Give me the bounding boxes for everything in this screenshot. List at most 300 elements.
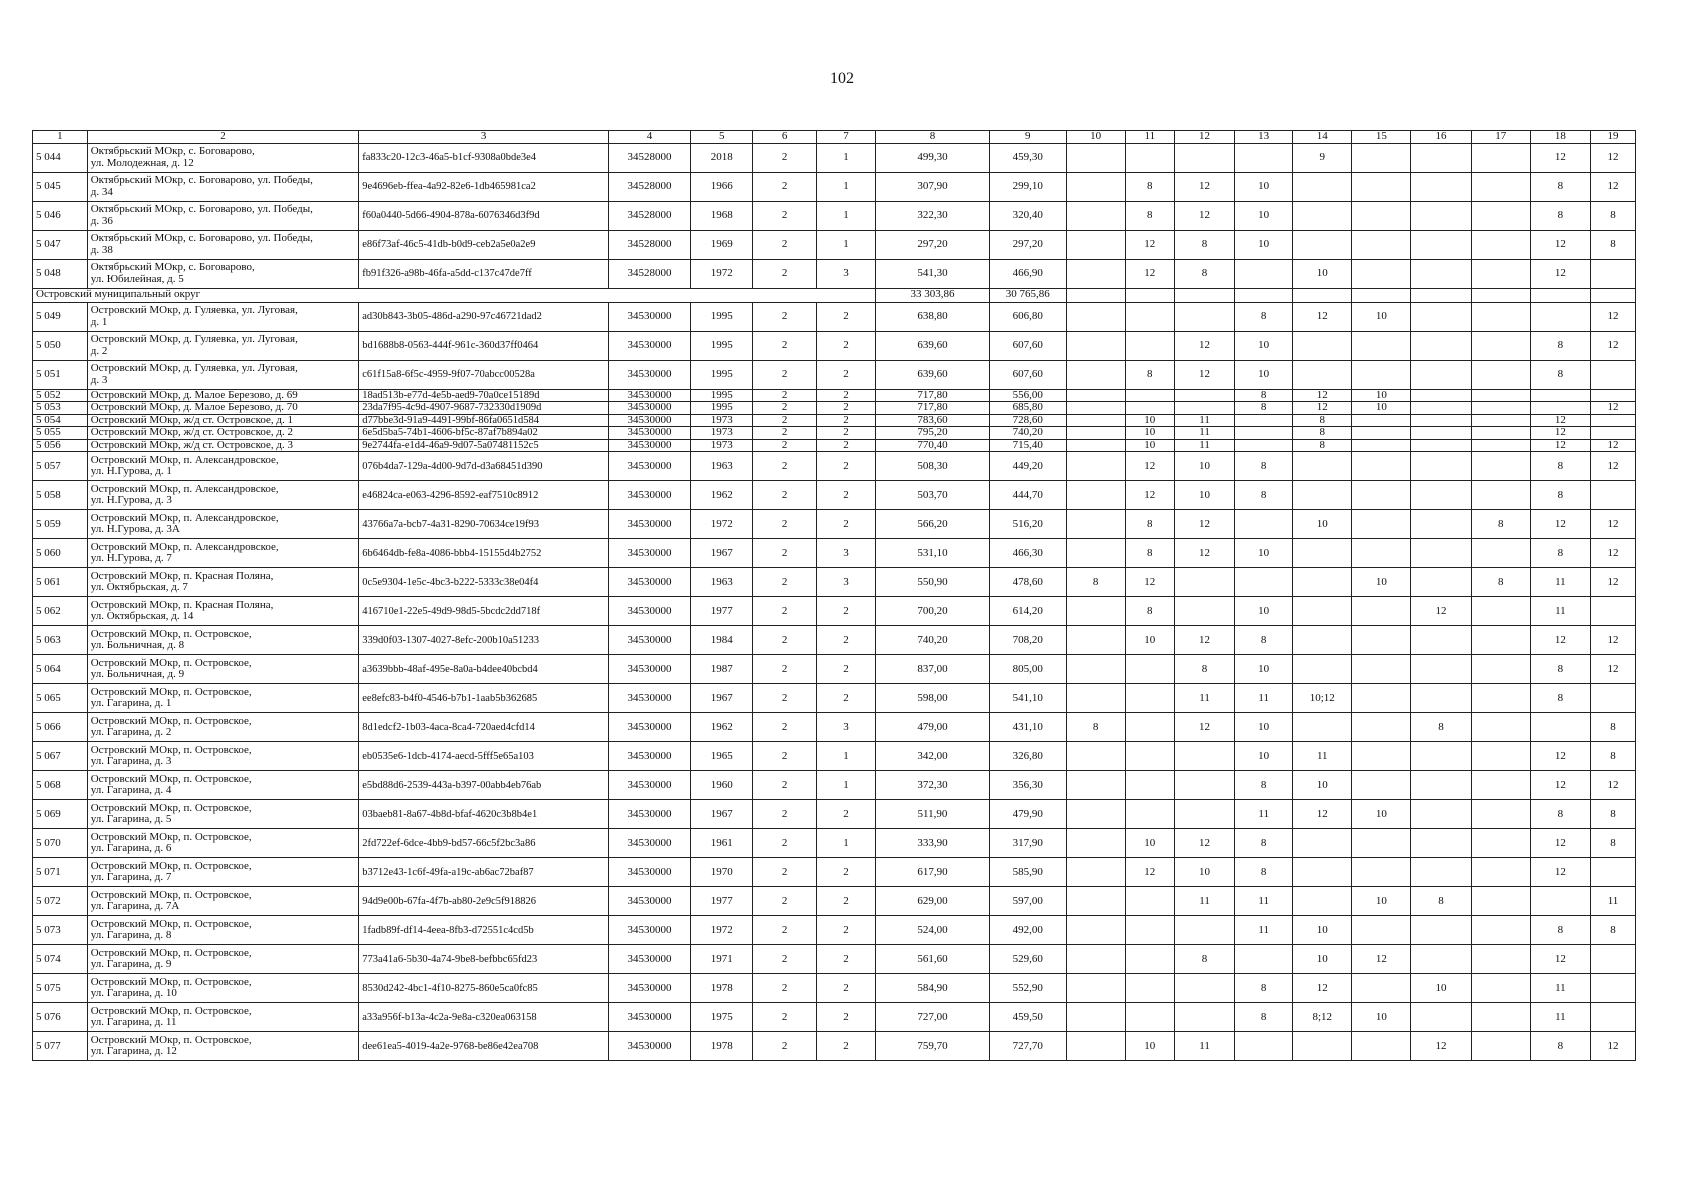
cell-c6: 2 xyxy=(753,360,817,389)
cell-c12: 8 xyxy=(1174,230,1234,259)
cell-c10 xyxy=(1066,858,1125,887)
cell-c10 xyxy=(1066,439,1125,452)
cell-c17: 8 xyxy=(1471,510,1530,539)
cell-c13 xyxy=(1235,568,1293,597)
cell-c9: 459,30 xyxy=(989,143,1066,172)
cell-c14 xyxy=(1293,626,1352,655)
cell-c9: 728,60 xyxy=(989,414,1066,427)
cell-c17 xyxy=(1471,713,1530,742)
cell-c5: 1978 xyxy=(691,974,753,1003)
cell-c5: 1977 xyxy=(691,887,753,916)
table-row xyxy=(33,771,1636,800)
cell-c15: 12 xyxy=(1352,945,1411,974)
cell-c15: 10 xyxy=(1352,800,1411,829)
cell-number: 5 062 xyxy=(33,597,88,626)
cell-c14 xyxy=(1293,829,1352,858)
cell-c8: 717,80 xyxy=(876,402,990,415)
cell-c5: 1975 xyxy=(691,1003,753,1032)
cell-address xyxy=(87,568,359,597)
cell-c11 xyxy=(1125,974,1174,1003)
column-number-17: 17 xyxy=(1471,131,1530,144)
cell-guid: 416710e1-22e5-49d9-98d5-5bcdc2dd718f xyxy=(359,597,609,626)
table-row xyxy=(33,510,1636,539)
cell-c17 xyxy=(1471,201,1530,230)
cell-c8: 770,40 xyxy=(876,439,990,452)
table-row xyxy=(33,230,1636,259)
cell-c16: 12 xyxy=(1411,1032,1471,1061)
cell-c11: 10 xyxy=(1125,439,1174,452)
table-row xyxy=(33,887,1636,916)
cell-c7: 2 xyxy=(816,510,875,539)
cell-number: 5 054 xyxy=(33,414,88,427)
cell-c19 xyxy=(1591,259,1636,288)
table-row xyxy=(33,259,1636,288)
cell-c12 xyxy=(1174,568,1234,597)
cell-c17 xyxy=(1471,389,1530,402)
cell-c19 xyxy=(1591,389,1636,402)
cell-c16 xyxy=(1411,201,1471,230)
cell-c11 xyxy=(1125,655,1174,684)
empty-cell xyxy=(1471,288,1530,302)
cell-c5: 1995 xyxy=(691,331,753,360)
cell-c14 xyxy=(1293,452,1352,481)
cell-c5: 1969 xyxy=(691,230,753,259)
cell-c18: 8 xyxy=(1530,684,1590,713)
cell-c9: 607,60 xyxy=(989,360,1066,389)
cell-c6: 2 xyxy=(753,1032,817,1061)
cell-c9: 805,00 xyxy=(989,655,1066,684)
cell-c15 xyxy=(1352,201,1411,230)
cell-number: 5 075 xyxy=(33,974,88,1003)
cell-address xyxy=(87,510,359,539)
cell-c15 xyxy=(1352,510,1411,539)
cell-c11 xyxy=(1125,684,1174,713)
cell-c5: 2018 xyxy=(691,143,753,172)
cell-c4: 34530000 xyxy=(608,402,690,415)
cell-c11: 10 xyxy=(1125,427,1174,440)
cell-number: 5 058 xyxy=(33,481,88,510)
cell-c18: 11 xyxy=(1530,1003,1590,1032)
empty-cell xyxy=(1174,288,1234,302)
cell-c15 xyxy=(1352,539,1411,568)
cell-c15 xyxy=(1352,655,1411,684)
cell-c8: 598,00 xyxy=(876,684,990,713)
cell-c13: 10 xyxy=(1235,172,1293,201)
cell-number: 5 057 xyxy=(33,452,88,481)
cell-number: 5 056 xyxy=(33,439,88,452)
cell-number: 5 074 xyxy=(33,945,88,974)
cell-c4: 34528000 xyxy=(608,172,690,201)
column-number-3: 3 xyxy=(359,131,609,144)
cell-c15: 10 xyxy=(1352,302,1411,331)
cell-guid: 773a41a6-5b30-4a74-9be8-befbbc65fd23 xyxy=(359,945,609,974)
address-line: Островский МОкр, п. Александровское, xyxy=(90,453,279,466)
address-line: ул. Гагарина, д. 12 xyxy=(90,1045,177,1058)
cell-c13: 8 xyxy=(1235,626,1293,655)
cell-c13 xyxy=(1235,1032,1293,1061)
cell-address xyxy=(87,1032,359,1061)
cell-address xyxy=(87,887,359,916)
cell-c17 xyxy=(1471,230,1530,259)
cell-c16 xyxy=(1411,655,1471,684)
cell-c9: 552,90 xyxy=(989,974,1066,1003)
cell-c7: 2 xyxy=(816,597,875,626)
cell-c14 xyxy=(1293,539,1352,568)
cell-c13 xyxy=(1235,259,1293,288)
cell-c9: 320,40 xyxy=(989,201,1066,230)
address-line: Островский МОкр, п. Островское, xyxy=(90,627,252,640)
cell-address xyxy=(87,201,359,230)
cell-c19 xyxy=(1591,414,1636,427)
cell-c8: 499,30 xyxy=(876,143,990,172)
cell-address xyxy=(87,427,359,440)
cell-address xyxy=(87,539,359,568)
cell-c7: 2 xyxy=(816,414,875,427)
cell-c4: 34530000 xyxy=(608,655,690,684)
cell-c10 xyxy=(1066,974,1125,1003)
cell-c14: 10 xyxy=(1293,916,1352,945)
cell-guid: 076b4da7-129a-4d00-9d7d-d3a68451d390 xyxy=(359,452,609,481)
cell-c14: 9 xyxy=(1293,143,1352,172)
cell-address xyxy=(87,597,359,626)
group-total-living-area: 30 765,86 xyxy=(989,288,1066,302)
cell-c6: 2 xyxy=(753,887,817,916)
cell-c12 xyxy=(1174,800,1234,829)
cell-number: 5 059 xyxy=(33,510,88,539)
cell-c15 xyxy=(1352,742,1411,771)
cell-c9: 516,20 xyxy=(989,510,1066,539)
cell-c18: 12 xyxy=(1530,626,1590,655)
cell-c8: 700,20 xyxy=(876,597,990,626)
table-row xyxy=(33,800,1636,829)
cell-c14: 8 xyxy=(1293,427,1352,440)
address-line: д. 1 xyxy=(90,315,108,328)
cell-c10: 8 xyxy=(1066,713,1125,742)
column-number-6: 6 xyxy=(753,131,817,144)
cell-guid: 94d9e00b-67fa-4f7b-ab80-2e9c5f918826 xyxy=(359,887,609,916)
cell-c6: 2 xyxy=(753,742,817,771)
table-row xyxy=(33,597,1636,626)
cell-guid: 43766a7a-bcb7-4a31-8290-70634ce19f93 xyxy=(359,510,609,539)
table-row xyxy=(33,1032,1636,1061)
cell-c5: 1995 xyxy=(691,302,753,331)
cell-c8: 511,90 xyxy=(876,800,990,829)
cell-c4: 34530000 xyxy=(608,858,690,887)
cell-c12: 10 xyxy=(1174,858,1234,887)
cell-address xyxy=(87,402,359,415)
address-line: д. 38 xyxy=(90,243,113,256)
cell-c16 xyxy=(1411,439,1471,452)
cell-address xyxy=(87,389,359,402)
cell-guid: fb91f326-a98b-46fa-a5dd-c137c47de7ff xyxy=(359,259,609,288)
cell-address xyxy=(87,360,359,389)
cell-c7: 3 xyxy=(816,713,875,742)
cell-c17 xyxy=(1471,452,1530,481)
cell-c6: 2 xyxy=(753,800,817,829)
cell-c15: 10 xyxy=(1352,389,1411,402)
cell-c6: 2 xyxy=(753,389,817,402)
address-line: Островский МОкр, п. Островское, xyxy=(90,743,252,756)
cell-c14 xyxy=(1293,858,1352,887)
cell-address xyxy=(87,452,359,481)
cell-c15 xyxy=(1352,143,1411,172)
column-number-18: 18 xyxy=(1530,131,1590,144)
cell-c8: 561,60 xyxy=(876,945,990,974)
cell-c13 xyxy=(1235,510,1293,539)
cell-c7: 3 xyxy=(816,259,875,288)
cell-c5: 1967 xyxy=(691,539,753,568)
cell-c16 xyxy=(1411,402,1471,415)
address-line: Островский МОкр, п. Островское, xyxy=(90,859,252,872)
cell-c19: 8 xyxy=(1591,713,1636,742)
address-line: Островский МОкр, п. Островское, xyxy=(90,830,252,843)
cell-c9: 529,60 xyxy=(989,945,1066,974)
cell-c15: 10 xyxy=(1352,887,1411,916)
cell-c4: 34530000 xyxy=(608,331,690,360)
cell-c6: 2 xyxy=(753,597,817,626)
cell-c10 xyxy=(1066,331,1125,360)
table-row xyxy=(33,302,1636,331)
cell-c12: 11 xyxy=(1174,684,1234,713)
column-number-11: 11 xyxy=(1125,131,1174,144)
cell-address xyxy=(87,742,359,771)
cell-c10 xyxy=(1066,427,1125,440)
cell-c17 xyxy=(1471,974,1530,1003)
cell-c18: 8 xyxy=(1530,916,1590,945)
cell-c9: 715,40 xyxy=(989,439,1066,452)
cell-c7: 2 xyxy=(816,427,875,440)
cell-c7: 2 xyxy=(816,800,875,829)
cell-c18: 8 xyxy=(1530,800,1590,829)
cell-c9: 597,00 xyxy=(989,887,1066,916)
cell-c10 xyxy=(1066,829,1125,858)
address-line: д. 3 xyxy=(90,373,108,386)
cell-c5: 1966 xyxy=(691,172,753,201)
cell-guid: e5bd88d6-2539-443a-b397-00abb4eb76ab xyxy=(359,771,609,800)
cell-c11: 10 xyxy=(1125,829,1174,858)
cell-c13: 8 xyxy=(1235,974,1293,1003)
cell-c5: 1972 xyxy=(691,510,753,539)
cell-c5: 1970 xyxy=(691,858,753,887)
cell-c17 xyxy=(1471,684,1530,713)
cell-c18: 12 xyxy=(1530,427,1590,440)
cell-c8: 541,30 xyxy=(876,259,990,288)
cell-c18: 12 xyxy=(1530,259,1590,288)
cell-c6: 2 xyxy=(753,230,817,259)
cell-c8: 639,60 xyxy=(876,331,990,360)
cell-c7: 2 xyxy=(816,916,875,945)
cell-c7: 2 xyxy=(816,302,875,331)
cell-c4: 34530000 xyxy=(608,360,690,389)
cell-c7: 3 xyxy=(816,539,875,568)
cell-c7: 2 xyxy=(816,452,875,481)
cell-guid: eb0535e6-1dcb-4174-aecd-5fff5e65a103 xyxy=(359,742,609,771)
cell-c17 xyxy=(1471,302,1530,331)
cell-c14 xyxy=(1293,481,1352,510)
cell-c19: 8 xyxy=(1591,829,1636,858)
cell-c16 xyxy=(1411,1003,1471,1032)
cell-number: 5 071 xyxy=(33,858,88,887)
cell-c9: 478,60 xyxy=(989,568,1066,597)
cell-c13 xyxy=(1235,439,1293,452)
cell-c12: 12 xyxy=(1174,626,1234,655)
table-row xyxy=(33,713,1636,742)
cell-c9: 297,20 xyxy=(989,230,1066,259)
cell-c18: 12 xyxy=(1530,829,1590,858)
cell-c12 xyxy=(1174,974,1234,1003)
cell-c8: 342,00 xyxy=(876,742,990,771)
address-line: Островский МОкр, п. Красная Поляна, xyxy=(90,569,274,582)
cell-c8: 639,60 xyxy=(876,360,990,389)
cell-c5: 1963 xyxy=(691,452,753,481)
column-number-9: 9 xyxy=(989,131,1066,144)
address-line: ул. Октябрьская, д. 14 xyxy=(90,610,194,623)
column-number-1: 1 xyxy=(33,131,88,144)
cell-guid: a33a956f-b13a-4c2a-9e8a-c320ea063158 xyxy=(359,1003,609,1032)
cell-c14 xyxy=(1293,1032,1352,1061)
cell-c9: 556,00 xyxy=(989,389,1066,402)
cell-c11: 12 xyxy=(1125,858,1174,887)
cell-c18: 8 xyxy=(1530,1032,1590,1061)
cell-c16 xyxy=(1411,684,1471,713)
cell-address xyxy=(87,684,359,713)
cell-c12: 12 xyxy=(1174,172,1234,201)
cell-address xyxy=(87,974,359,1003)
cell-c19 xyxy=(1591,360,1636,389)
cell-c5: 1977 xyxy=(691,597,753,626)
address-line: Октябрьский МОкр, с. Боговарово, xyxy=(90,145,255,157)
cell-number: 5 067 xyxy=(33,742,88,771)
cell-c12 xyxy=(1174,742,1234,771)
cell-guid: b3712e43-1c6f-49fa-a19c-ab6ac72baf87 xyxy=(359,858,609,887)
cell-c7: 1 xyxy=(816,230,875,259)
cell-guid: fa833c20-12c3-46a5-b1cf-9308a0bde3e4 xyxy=(359,143,609,172)
cell-c6: 2 xyxy=(753,331,817,360)
cell-c6: 2 xyxy=(753,655,817,684)
cell-c19: 8 xyxy=(1591,916,1636,945)
column-number-16: 16 xyxy=(1411,131,1471,144)
cell-c14 xyxy=(1293,201,1352,230)
cell-c16 xyxy=(1411,360,1471,389)
cell-c13 xyxy=(1235,414,1293,427)
address-line: Октябрьский МОкр, с. Боговарово, ул. Победы, xyxy=(90,232,313,244)
cell-c10 xyxy=(1066,1032,1125,1061)
cell-guid: 8d1edcf2-1b03-4aca-8ca4-720aed4cfd14 xyxy=(359,713,609,742)
cell-c11 xyxy=(1125,302,1174,331)
cell-guid: 9e4696eb-ffea-4a92-82e6-1db465981ca2 xyxy=(359,172,609,201)
cell-c10 xyxy=(1066,143,1125,172)
cell-c10 xyxy=(1066,259,1125,288)
address-line: Островский МОкр, п. Островское, xyxy=(90,946,252,959)
cell-c6: 2 xyxy=(753,829,817,858)
cell-c19 xyxy=(1591,684,1636,713)
cell-c15 xyxy=(1352,414,1411,427)
cell-address xyxy=(87,945,359,974)
cell-c4: 34528000 xyxy=(608,259,690,288)
cell-c4: 34530000 xyxy=(608,887,690,916)
cell-c19 xyxy=(1591,481,1636,510)
cell-c18: 8 xyxy=(1530,201,1590,230)
cell-guid: 6e5d5ba5-74b1-4606-bf5c-87af7b894a02 xyxy=(359,427,609,440)
table-row xyxy=(33,684,1636,713)
cell-c12: 10 xyxy=(1174,481,1234,510)
cell-c17 xyxy=(1471,402,1530,415)
cell-guid: f60a0440-5d66-4904-878a-6076346d3f9d xyxy=(359,201,609,230)
empty-cell xyxy=(1293,288,1352,302)
cell-c13: 8 xyxy=(1235,771,1293,800)
cell-c5: 1962 xyxy=(691,713,753,742)
address-line: Островский МОкр, п. Александровское, xyxy=(90,511,279,524)
cell-c16: 10 xyxy=(1411,974,1471,1003)
cell-c6: 2 xyxy=(753,974,817,1003)
cell-c7: 2 xyxy=(816,974,875,1003)
cell-c12 xyxy=(1174,389,1234,402)
cell-c9: 606,80 xyxy=(989,302,1066,331)
cell-c18: 8 xyxy=(1530,172,1590,201)
cell-c9: 466,30 xyxy=(989,539,1066,568)
cell-c4: 34530000 xyxy=(608,481,690,510)
address-line: ул. Гагарина, д. 4 xyxy=(90,784,172,797)
address-line: ул. Н.Гурова, д. 3А xyxy=(90,523,180,536)
table-row xyxy=(33,974,1636,1003)
cell-c19 xyxy=(1591,974,1636,1003)
cell-c17 xyxy=(1471,655,1530,684)
address-line: Островский МОкр, д. Малое Березово, д. 69 xyxy=(90,389,298,401)
cell-c7: 1 xyxy=(816,771,875,800)
cell-c9: 492,00 xyxy=(989,916,1066,945)
address-line: Островский МОкр, д. Гуляевка, ул. Луговая, xyxy=(90,362,298,374)
cell-c7: 2 xyxy=(816,945,875,974)
cell-c19: 12 xyxy=(1591,771,1636,800)
cell-c10 xyxy=(1066,389,1125,402)
cell-c19: 12 xyxy=(1591,172,1636,201)
column-number-10: 10 xyxy=(1066,131,1125,144)
table-row xyxy=(33,539,1636,568)
cell-c13 xyxy=(1235,427,1293,440)
empty-cell xyxy=(1411,288,1471,302)
cell-c11: 12 xyxy=(1125,481,1174,510)
address-line: ул. Н.Гурова, д. 7 xyxy=(90,552,172,565)
cell-c8: 740,20 xyxy=(876,626,990,655)
cell-c9: 326,80 xyxy=(989,742,1066,771)
cell-c16 xyxy=(1411,945,1471,974)
cell-c15 xyxy=(1352,771,1411,800)
cell-guid: dee61ea5-4019-4a2e-9768-be86e42ea708 xyxy=(359,1032,609,1061)
cell-address xyxy=(87,230,359,259)
address-line: ул. Н.Гурова, д. 3 xyxy=(90,494,172,507)
empty-cell xyxy=(1235,288,1293,302)
cell-c7: 2 xyxy=(816,684,875,713)
address-line: ул. Больничная, д. 8 xyxy=(90,639,185,652)
cell-c18: 8 xyxy=(1530,331,1590,360)
cell-c14 xyxy=(1293,568,1352,597)
cell-c6: 2 xyxy=(753,713,817,742)
cell-c15 xyxy=(1352,230,1411,259)
cell-c7: 2 xyxy=(816,439,875,452)
cell-c10 xyxy=(1066,302,1125,331)
cell-c14: 12 xyxy=(1293,402,1352,415)
cell-c16: 8 xyxy=(1411,713,1471,742)
column-number-7: 7 xyxy=(816,131,875,144)
cell-c16: 12 xyxy=(1411,597,1471,626)
address-line: Островский МОкр, п. Островское, xyxy=(90,685,252,698)
column-number-14: 14 xyxy=(1293,131,1352,144)
cell-c17 xyxy=(1471,800,1530,829)
cell-c12 xyxy=(1174,916,1234,945)
cell-c4: 34528000 xyxy=(608,230,690,259)
cell-c4: 34528000 xyxy=(608,201,690,230)
cell-c16 xyxy=(1411,452,1471,481)
